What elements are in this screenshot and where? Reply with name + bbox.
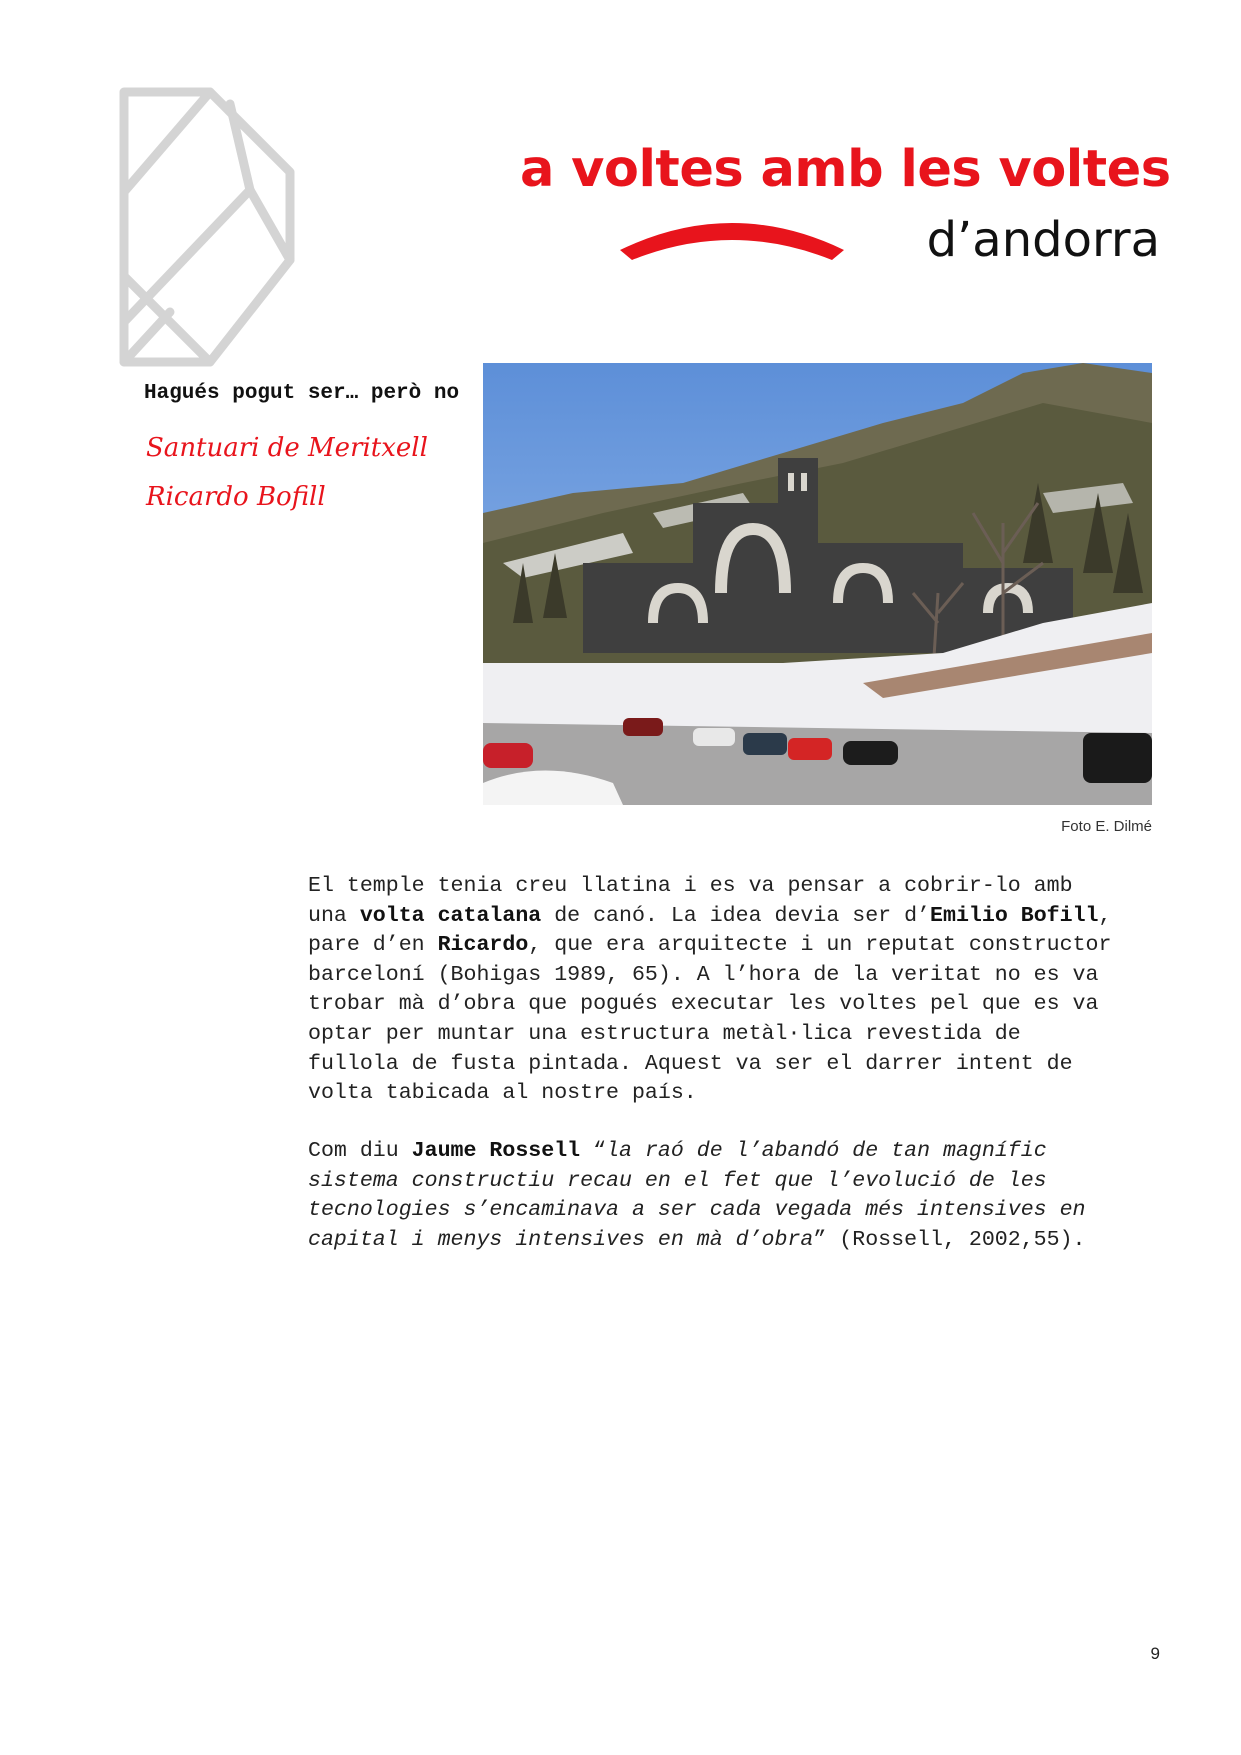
quotation: sistema constructiu recau en el fet que l’evolució de les	[308, 1168, 1047, 1193]
quotation: la raó de l’abandó de tan magnífic	[606, 1139, 1047, 1163]
quote-paragraph	[308, 1137, 1168, 1255]
text-run: “	[580, 1139, 607, 1163]
text-line: optar per muntar una estructura metàl·lica revestida de	[308, 1021, 1021, 1046]
text-run: ,	[1098, 903, 1112, 928]
text-line: barceloní (Bohigas 1989, 65). A l’hora de la veritat no es va	[308, 962, 1099, 987]
sanctuary-photo	[483, 363, 1152, 805]
text-line: trobar mà d’obra que pogués executar les voltes pel que es va	[308, 992, 1099, 1017]
text-run: Com diu	[308, 1139, 412, 1163]
page-number: 9	[1150, 1644, 1160, 1663]
person-name: Jaume Rossell	[411, 1139, 581, 1163]
emphasis-term: volta catalana	[359, 903, 542, 928]
body-paragraph	[308, 872, 1168, 1109]
text-run: pare d’en	[308, 933, 438, 958]
architect-name: Ricardo Bofill	[146, 482, 326, 512]
publication-title: a voltes amb les voltes	[520, 140, 1171, 199]
publication-logo	[118, 86, 318, 368]
person-name: Ricardo	[437, 933, 529, 958]
quotation: tecnologies s’encaminava a ser cada vegada més intensives en	[308, 1198, 1086, 1223]
text-run: , que era arquitecte i un reputat constructor	[528, 933, 1112, 958]
text-line: fullola de fusta pintada. Aquest va ser el darrer intent de	[308, 1051, 1073, 1076]
building-name: Santuari de Meritxell	[146, 433, 428, 463]
text-run: de canó. La idea devia ser d’	[541, 903, 931, 928]
person-name: Emilio Bofill	[930, 903, 1099, 928]
section-heading: Hagués pogut ser… però no	[144, 382, 460, 405]
quotation: capital i menys intensives en mà d’obra	[308, 1227, 814, 1252]
publication-subtitle: d’andorra	[926, 212, 1160, 268]
text-line: volta tabicada al nostre país.	[308, 1081, 697, 1106]
photo-credit: Foto E. Dilmé	[1061, 818, 1152, 835]
red-arc-decoration	[616, 208, 848, 264]
text-run: una	[308, 903, 360, 928]
citation: ” (Rossell, 2002,55).	[813, 1227, 1086, 1252]
text-line: El temple tenia creu llatina i es va pensar a cobrir-lo amb	[308, 874, 1073, 898]
